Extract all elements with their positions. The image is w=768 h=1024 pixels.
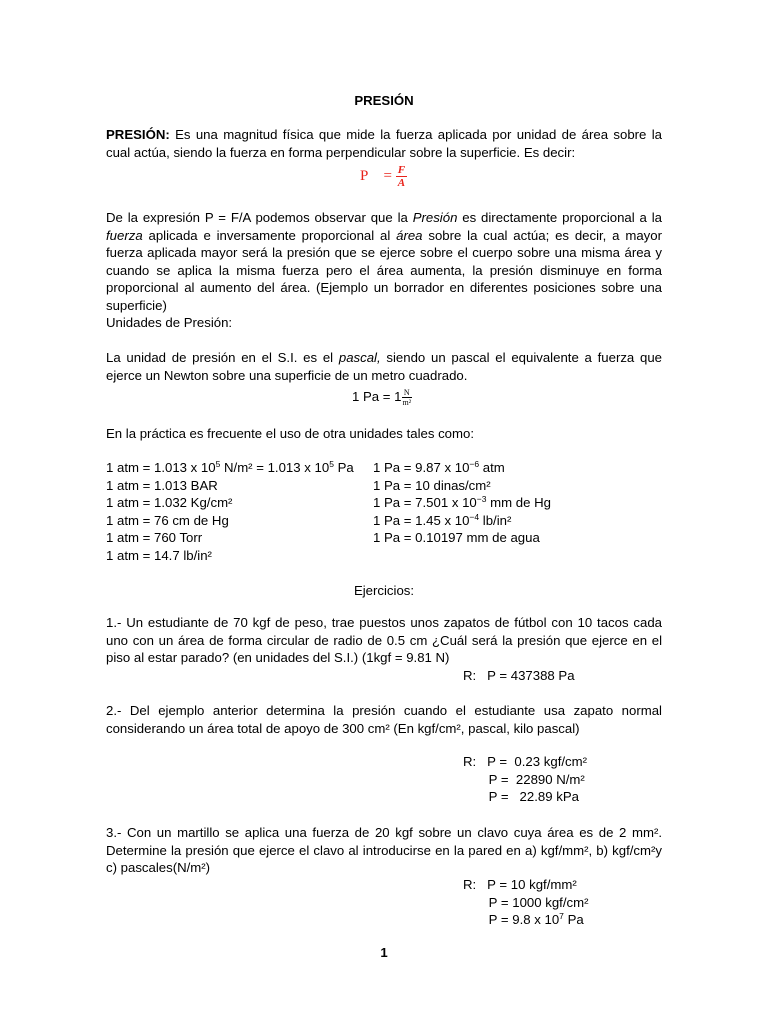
si-unit-paragraph [106,349,662,384]
units-heading: Unidades de Presión: [106,315,233,330]
unit-right-row [373,459,505,477]
pascal-formula-numerator: N [403,388,410,398]
unit-text: 1 Pa = 9.87 x 10 [373,460,470,475]
answer-line [463,911,588,929]
exercises-heading: Ejercicios: [353,583,415,598]
unit-left-row: 1 atm = 1.013 BAR [106,477,218,493]
practice-intro: En la práctica es frecuente el uso de otra unidades tales como: [106,426,475,441]
answer-line: P = 22.89 kPa [463,789,579,804]
pressure-formula [360,160,407,192]
unit-text: Pa [333,460,354,475]
expression-text-3: aplicada e inversamente proporcional al [142,227,397,243]
answer-line: R: P = 10 kgf/mm² [463,877,577,892]
expression-italic-area: área [396,227,423,243]
answer-exponent: 7 [559,911,564,921]
unit-left-row: 1 atm = 1.032 Kg/cm² [106,495,233,510]
pascal-formula-fraction [402,388,413,407]
pascal-formula-lhs: 1 Pa = 1 [352,389,402,404]
expression-italic-fuerza: fuerza [106,227,143,243]
unit-exponent: −4 [469,511,480,522]
unit-text: lb/in² [479,512,512,528]
exercise-2-text: 2.- Del ejemplo anterior determina la presión cuando el estudiante usa zapato normal considerando un área total de apoyo de 300 cm² (En kgf/cm², pascal, kilo pascal) [106,703,662,736]
unit-text: 1 Pa = 7.501 x 10 [373,495,477,510]
definition-paragraph [106,126,662,161]
unit-text: 1 atm = 1.013 x 10 [106,460,216,475]
formula-fraction [396,164,407,189]
formula-denominator: A [397,177,406,190]
si-unit-text-2: siendo un pascal el equivalente a fuerza que ejerce un Newton sobre una superficie de un metro cuadrado. [106,350,663,383]
unit-right-row: 1 Pa = 0.10197 mm de agua [373,530,540,545]
unit-right-row [373,494,551,512]
expression-text-4: sobre la cual actúa; es decir, a mayor fuerza aplicada mayor será la presión que se ejerce sobre el cuerpo sobre una misma área y cuando se aplica la misma fuerza pero el área aumenta, la presión disminuye en forma proporcional al aumento del área. (Ejemplo un borrador en diferentes posiciones sobre una superficie) [106,227,662,313]
exercise-1-text: 1.- Un estudiante de 70 kgf de peso, trae puestos unos zapatos de fútbol con 10 tacos cada uno con un área de forma circular de radio de 0.5 cm ¿Cuál será la presión que ejerce en el piso al estar parado? (en unidades del S.I.) (1kgf = 9.81 N) [106,615,662,665]
page-title: PRESIÓN [354,93,414,108]
unit-right-row [373,512,511,530]
answer-line: R: P = 0.23 kgf/cm² [463,754,587,769]
unit-text: 1 Pa = 1.45 x 10 [373,512,470,528]
answer-text: P = 9.8 x 10 [463,912,560,927]
answer-line: P = 1000 kgf/cm² [463,894,589,910]
expression-text-1: De la expresión P = F/A podemos observar que la [106,210,413,225]
formula-equals: = [383,168,393,184]
unit-text: mm de Hg [486,495,551,510]
unit-text: atm [479,460,505,475]
unit-left-row: 1 atm = 14.7 lb/in² [106,547,212,563]
unit-left-row [106,459,354,477]
formula-lhs: P [360,168,368,184]
pascal-formula-denominator: m² [402,398,412,408]
unit-text: N/m² = 1.013 x 10 [220,460,330,475]
expression-italic-presion: Presión [412,210,458,225]
exercise-3-answers [463,876,588,929]
definition-text: Es una magnitud física que mide la fuerza aplicada por unidad de área sobre la cual actúa, siendo la fuerza en forma perpendicular sobre la superficie. Es decir: [106,127,662,160]
unit-exponent: 5 [215,459,221,469]
definition-term: PRESIÓN: [106,127,170,142]
unit-conversion-list [106,459,666,564]
exercise-2-answers [463,753,587,806]
expression-paragraph [106,209,662,314]
unit-exponent: −6 [469,459,480,469]
answer-text: Pa [563,912,584,927]
unit-right-row: 1 Pa = 10 dinas/cm² [373,477,491,493]
unit-exponent: 5 [329,459,334,469]
unit-left-row: 1 atm = 760 Torr [106,530,203,545]
pascal-formula [352,385,412,409]
answer-line: P = 22890 N/m² [463,771,585,787]
si-unit-italic-pascal: pascal, [338,350,381,365]
exercise-3-text: 3.- Con un martillo se aplica una fuerza de 20 kgf sobre un clavo cuya área es de 2 mm². Determine la presión que ejerce el clavo al introducirse en la pared en a) kgf/mm², b) kgf/cm²y c) pascales(N/m²) [106,825,662,875]
page-number: 1 [380,945,388,960]
si-unit-text-1: La unidad de presión en el S.I. es el [106,350,339,365]
answer-line: R: P = 437388 Pa [463,668,575,683]
exercise-1-answer [463,667,575,685]
unit-exponent: −3 [476,494,487,504]
unit-left-row: 1 atm = 76 cm de Hg [106,512,229,528]
expression-text-2: es directamente proporcional a la [457,210,662,225]
formula-numerator: F [397,164,406,177]
